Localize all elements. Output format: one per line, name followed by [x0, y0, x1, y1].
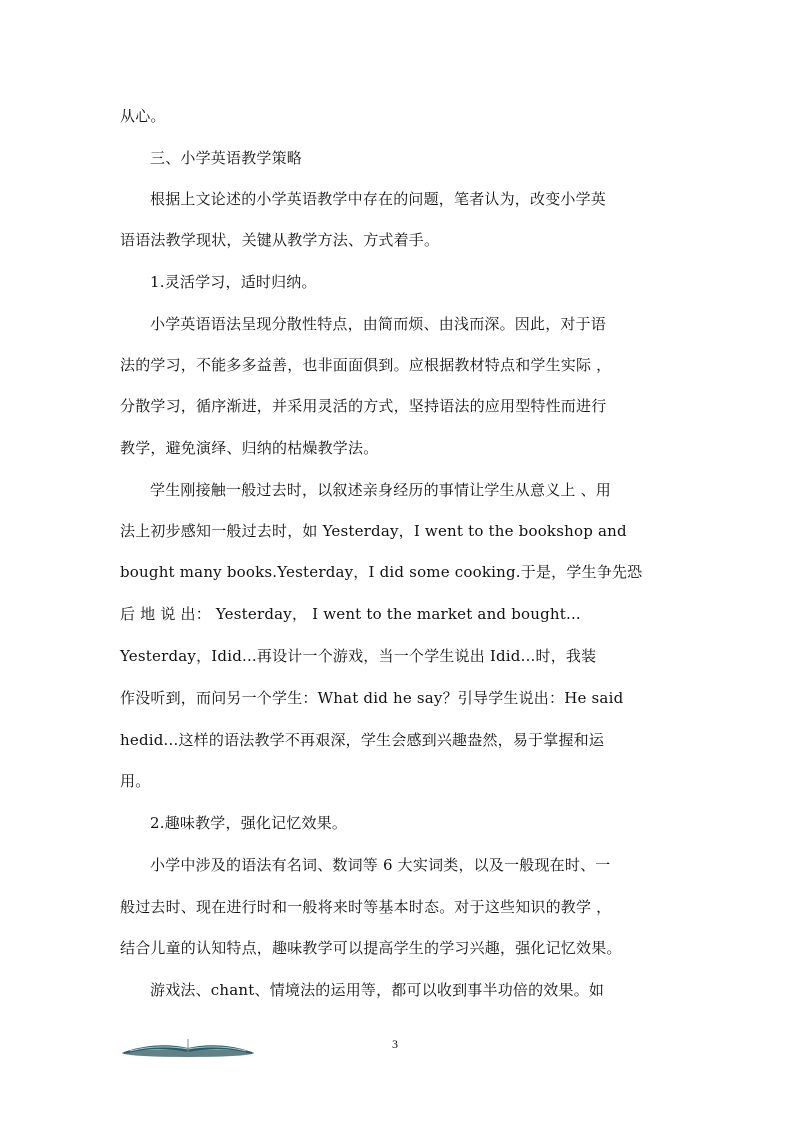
book-decoration-icon: [118, 1036, 258, 1058]
paragraph-line: 后 地 说 出： Yesterday， I went to the market and bought...: [120, 605, 581, 623]
paragraph-line: 小学中涉及的语法有名词、数词等 6 大实词类，以及一般现在时、一: [150, 856, 611, 874]
paragraph-line: 分散学习，循序渐进，并采用灵活的方式，坚持语法的应用型特性而进行: [120, 397, 607, 415]
paragraph-line: 小学英语语法呈现分散性特点，由简而烦、由浅而深。因此，对于语: [150, 315, 607, 333]
paragraph-line: 从心。: [120, 107, 166, 125]
paragraph-line: 学生刚接触一般过去时，以叙述亲身经历的事情让学生从意义上 、用: [150, 481, 611, 499]
paragraph-line: bought many books.Yesterday，I did some cooking.于是，学生争先恐: [120, 563, 643, 581]
paragraph-line: 作没听到，而问另一个学生：What did he say？引导学生说出：He said: [120, 689, 624, 707]
paragraph-line: 根据上文论述的小学英语教学中存在的问题，笔者认为，改变小学英: [150, 190, 607, 208]
subheading: 2.趣味教学，强化记忆效果。: [150, 814, 348, 832]
paragraph-line: 教学，避免演绎、归纳的枯燥教学法。: [120, 439, 379, 457]
paragraph-line: 语语法教学现状，关键从教学方法、方式着手。: [120, 231, 440, 249]
paragraph-line: 用。: [120, 772, 151, 790]
paragraph-line: hedid...这样的语法教学不再艰深，学生会感到兴趣盎然，易于掌握和运: [120, 731, 605, 749]
paragraph-line: 游戏法、chant、情境法的运用等，都可以收到事半功倍的效果。如: [150, 981, 605, 999]
page-number: 3: [392, 1037, 398, 1051]
paragraph-line: 法的学习，不能多多益善，也非面面俱到。应根据教材特点和学生实际 ，: [120, 356, 612, 374]
paragraph-line: 般过去时、现在进行时和一般将来时等基本时态。对于这些知识的教学 ，: [120, 898, 612, 916]
section-heading: 三、小学英语教学策略: [150, 149, 303, 167]
paragraph-line: 结合儿童的认知特点，趣味教学可以提高学生的学习兴趣，强化记忆效果。: [120, 939, 622, 957]
paragraph-line: Yesterday，Idid...再设计一个游戏，当一个学生说出 Idid...时，我装: [120, 647, 597, 665]
subheading: 1.灵活学习，适时归纳。: [150, 273, 317, 291]
paragraph-line: 法上初步感知一般过去时，如 Yesterday，I went to the bookshop and: [120, 522, 627, 540]
